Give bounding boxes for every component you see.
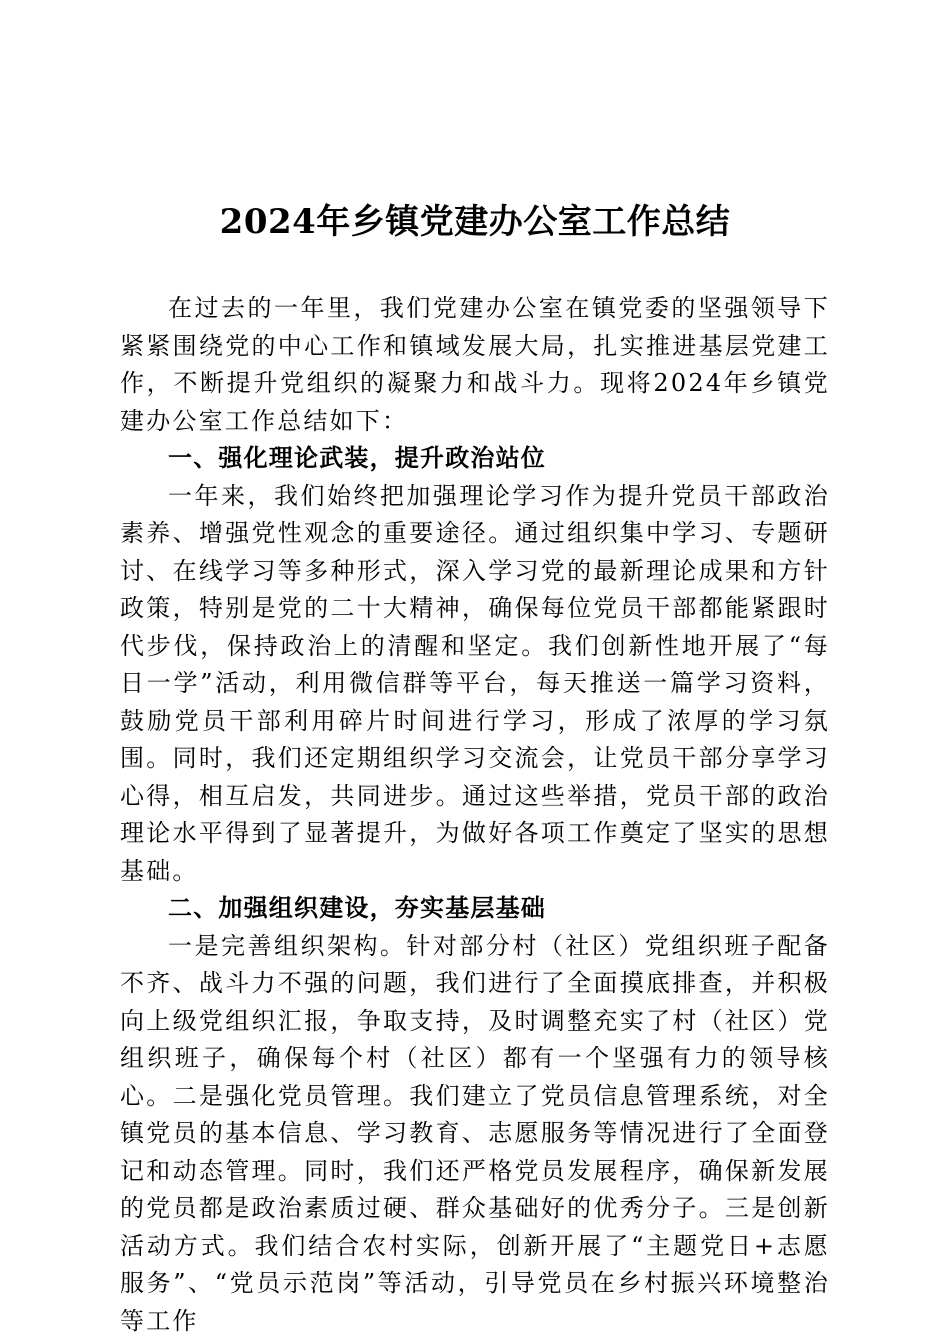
section-1-paragraph: 一年来，我们始终把加强理论学习作为提升党员干部政治素养、增强党性观念的重要途径。通过组织集中学习、专题研讨、在线学习等多种形式，深入学习党的最新理论成果和方针政策，特别是党的二十大精神，确保每位党员干部都能紧跟时代步伐，保持政治上的清醒和坚定。我们创新性地开展了“每日一学”活动，利用微信群等平台，每天推送一篇学习资料，鼓励党员干部利用碎片时间进行学习，形成了浓厚的学习氛围。同时，我们还定期组织学习交流会，让党员干部分享学习心得，相互启发，共同进步。通过这些举措，党员干部的政治理论水平得到了显著提升，为做好各项工作奠定了坚实的思想基础。 (120, 481, 830, 885)
section-1-heading: 一、强化理论武装，提升政治站位 (168, 444, 546, 472)
document-body (120, 290, 830, 1340)
document-title: 2024年乡镇党建办公室工作总结 (219, 202, 731, 242)
intro-paragraph: 在过去的一年里，我们党建办公室在镇党委的坚强领导下紧紧围绕党的中心工作和镇域发展大局，扎实推进基层党建工作，不断提升党组织的凝聚力和战斗力。现将2024年乡镇党建办公室工作总结如下： (120, 294, 830, 435)
section-2-heading: 二、加强组织建设，夯实基层基础 (168, 894, 546, 922)
section-2-paragraph: 一是完善组织架构。针对部分村（社区）党组织班子配备不齐、战斗力不强的问题，我们进行了全面摸底排查，并积极向上级党组织汇报，争取支持，及时调整充实了村（社区）党组织班子，确保每个村（社区）都有一个坚强有力的领导核心。二是强化党员管理。我们建立了党员信息管理系统，对全镇党员的基本信息、学习教育、志愿服务等情况进行了全面登记和动态管理。同时，我们还严格党员发展程序，确保新发展的党员都是政治素质过硬、群众基础好的优秀分子。三是创新活动方式。我们结合农村实际，创新开展了“主题党日+志愿服务”、“党员示范岗”等活动，引导党员在乡村振兴环境整治等工作 (120, 931, 830, 1335)
